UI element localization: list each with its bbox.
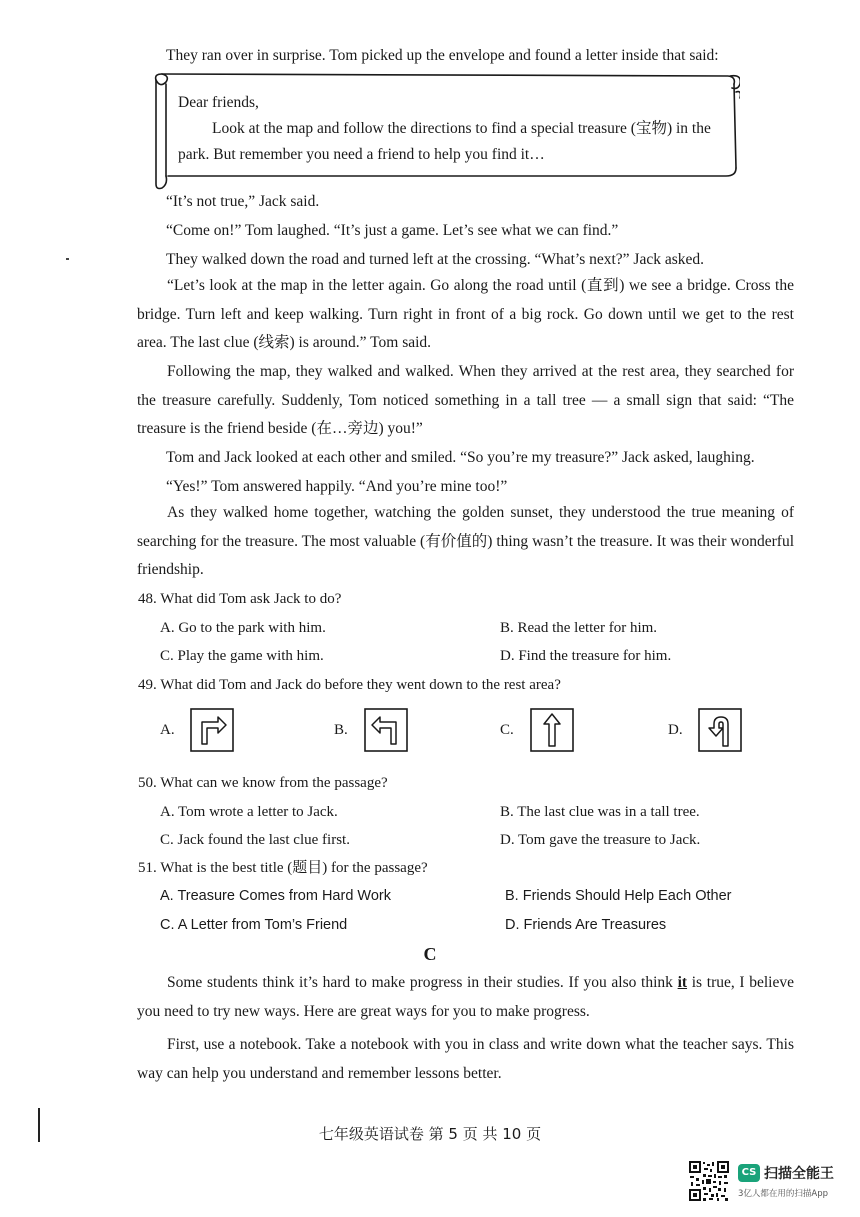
question-50-stem: 50. What can we know from the passage?: [138, 775, 388, 791]
go-straight-sign-icon: [530, 708, 574, 752]
section-c-paragraph-1: [137, 969, 794, 1026]
story-line-5: “Yes!” Tom answered happily. “And you’re mine too!”: [166, 478, 508, 495]
story-line-3: They walked down the road and turned left at the crossing. “What’s next?” Jack asked.: [166, 251, 705, 268]
q51-option-a[interactable]: A. Treasure Comes from Hard Work: [160, 888, 391, 904]
q48-option-d[interactable]: D. Find the treasure for him.: [500, 648, 672, 664]
scanner-tagline: 3亿人都在用的扫描App: [738, 1189, 829, 1199]
story-line-1: “It’s not true,” Jack said.: [166, 193, 320, 210]
question-49-stem: 49. What did Tom and Jack do before they went down to the rest area?: [138, 677, 561, 693]
question-51-stem: 51. What is the best title (题目) for the passage?: [138, 860, 428, 876]
letter-greeting: Dear friends,: [178, 94, 259, 111]
section-c-p1-emphasis: it: [677, 974, 688, 991]
scan-speck: [66, 258, 69, 260]
page-footer: 七年级英语试卷 第 5 页 共 10 页: [318, 1125, 542, 1143]
letter-text: [178, 90, 718, 168]
q50-option-b[interactable]: B. The last clue was in a tall tree.: [500, 804, 700, 820]
story-line-2: “Come on!” Tom laughed. “It’s just a game. Let’s see what we can find.”: [166, 222, 619, 239]
turn-left-sign-icon: [364, 708, 408, 752]
q49-option-c-label: C.: [500, 722, 514, 738]
q51-option-c[interactable]: C. A Letter from Tom’s Friend: [160, 917, 348, 933]
story-paragraph-3: As they walked home together, watching the golden sunset, they understood the true meaning of searching for the treasure. The most valuable (有价值的) thing wasn’t the treasure. It was their wonderful friendship.: [137, 504, 794, 578]
letter-body: Look at the map and follow the directions to find a special treasure (宝物) in the park. But remember you need a friend to help you find it…: [178, 120, 711, 163]
q49-option-d-label: D.: [668, 722, 683, 738]
q49-option-a-label: A.: [160, 722, 175, 738]
story-paragraph-1: “Let’s look at the map in the letter again. Go along the road until (直到) we see a bridge. Cross the bridge. Turn left and keep walking. Turn right in front of a big rock. Go down until we get to the rest area. The last clue (线索) is around.” Tom said.: [137, 277, 794, 351]
q48-option-b[interactable]: B. Read the letter for him.: [500, 620, 658, 636]
story-paragraph-2: Following the map, they walked and walked. When they arrived at the rest area, they searched for the treasure carefully. Suddenly, Tom noticed something in a tall tree — a small sign that said: “The treasure is the friend beside (在…旁边) you!”: [137, 363, 794, 437]
qr-code-icon: [688, 1160, 730, 1202]
q50-option-c[interactable]: C. Jack found the last clue first.: [160, 832, 350, 848]
q48-option-a[interactable]: A. Go to the park with him.: [160, 620, 326, 636]
story-line-4: Tom and Jack looked at each other and smiled. “So you’re my treasure?” Jack asked, laughing.: [166, 449, 755, 466]
q50-option-d[interactable]: D. Tom gave the treasure to Jack.: [500, 832, 701, 848]
story-intro-line: They ran over in surprise. Tom picked up the envelope and found a letter inside that said:: [166, 47, 719, 64]
section-c-paragraph-2: First, use a notebook. Take a notebook with you in class and write down what the teacher says. This way can help you understand and remember lessons better.: [137, 1036, 794, 1082]
q51-option-d[interactable]: D. Friends Are Treasures: [505, 917, 667, 933]
section-c-p1-after: is true, I believe you need to try new ways. Here are great ways for you to make progress.: [137, 974, 795, 1020]
scanner-logo-badge: CS: [738, 1164, 760, 1182]
scanner-app-name: 扫描全能王: [764, 1166, 834, 1182]
q50-option-a[interactable]: A. Tom wrote a letter to Jack.: [160, 804, 338, 820]
q48-option-c[interactable]: C. Play the game with him.: [160, 648, 324, 664]
section-c-title: C: [423, 944, 437, 964]
question-48-stem: 48. What did Tom ask Jack to do?: [138, 591, 342, 607]
u-turn-sign-icon: [698, 708, 742, 752]
letter-scroll-box: [150, 72, 736, 186]
section-c-p1-before: Some students think it’s hard to make progress in their studies. If you also think: [167, 974, 678, 991]
turn-right-sign-icon: [190, 708, 234, 752]
scanner-watermark: [688, 1160, 848, 1204]
q51-option-b[interactable]: B. Friends Should Help Each Other: [505, 888, 732, 904]
q49-option-b-label: B.: [334, 722, 348, 738]
